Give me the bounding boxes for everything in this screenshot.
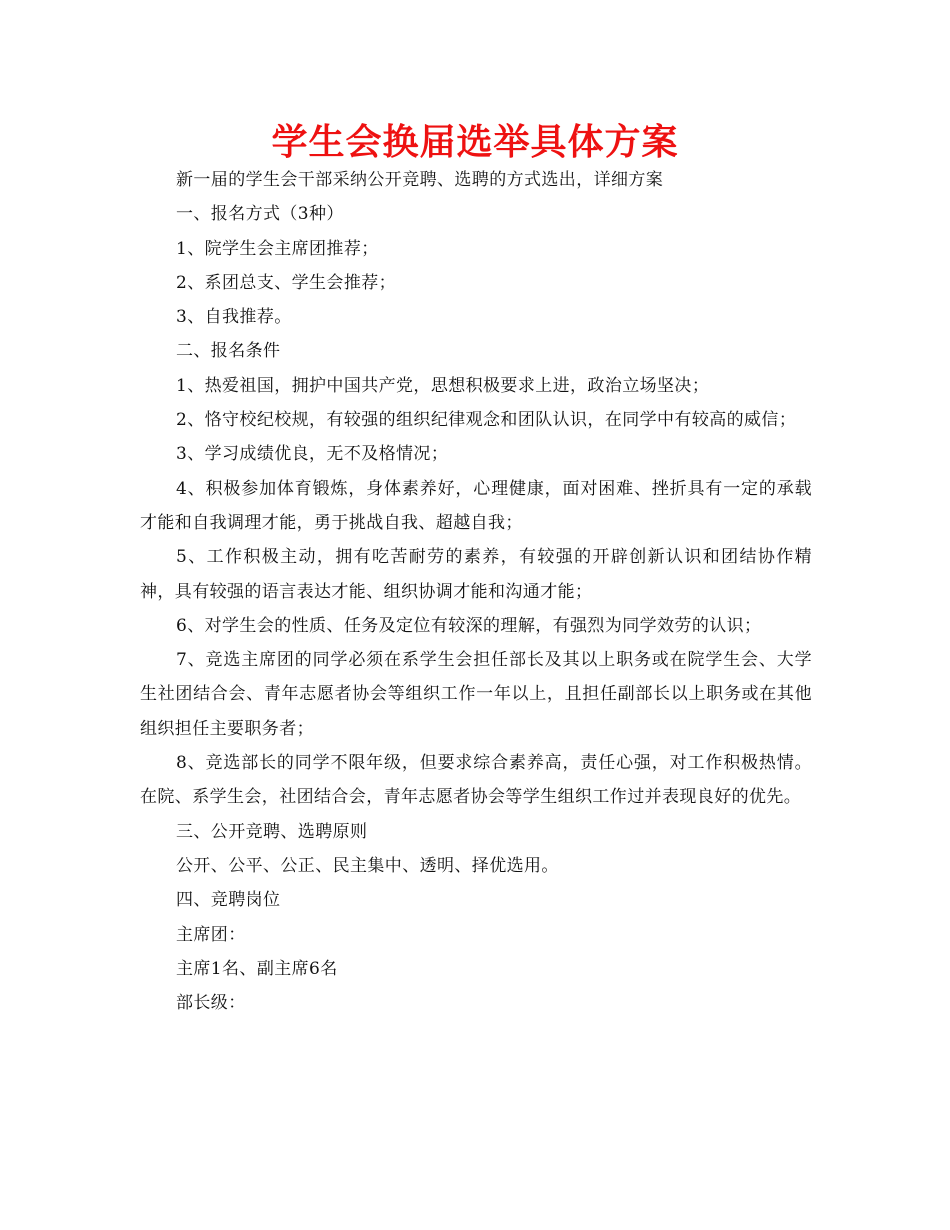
principles-text: 公开、公平、公正、民主集中、透明、择优选用。 — [176, 855, 559, 876]
list-item: 6、对学生会的性质、任务及定位有较深的理解，有强烈为同学效劳的认识； — [176, 615, 762, 636]
section-heading-positions: 四、竞聘岗位 — [176, 890, 281, 911]
list-item: 3、学习成绩优良，无不及格情况； — [176, 444, 449, 465]
section-heading-registration-method: 一、报名方式（3种） — [176, 204, 344, 225]
section-heading-principles: 三、公开竞聘、选聘原则 — [176, 821, 368, 842]
list-item: 2、系团总支、学生会推荐； — [176, 272, 397, 293]
intro-paragraph: 新一届的学生会干部采纳公开竞聘、选聘的方式选出，详细方案 — [176, 170, 664, 190]
positions-label-minister: 部长级： — [176, 993, 246, 1014]
positions-label-presidium: 主席团： — [176, 924, 246, 945]
list-item: 2、恪守校纪校规，有较强的组织纪律观念和团队认识，在同学中有较高的威信； — [176, 410, 797, 431]
list-item: 1、院学生会主席团推荐； — [176, 238, 379, 259]
section-heading-registration-conditions: 二、报名条件 — [176, 341, 281, 362]
list-item: 3、自我推荐。 — [176, 307, 292, 328]
list-item: 1、热爱祖国，拥护中国共产党，思想积极要求上进，政治立场坚决； — [176, 375, 710, 396]
positions-presidium-count: 主席1名、副主席6名 — [176, 958, 338, 979]
list-item: 4、积极参加体育锻炼，身体素养好，心理健康，面对困难、挫折具有一定的承载才能和自我调理才能，勇于挑战自我、超越自我； — [140, 478, 812, 533]
document-title: 学生会换届选举具体方案 — [271, 122, 679, 163]
list-item: 8、竞选部长的同学不限年级，但要求综合素养高，责任心强，对工作积极热情。在院、系学生会，社团结合会，青年志愿者协会等学生组织工作过并表现良好的优先。 — [140, 753, 812, 808]
document-body — [140, 163, 812, 1020]
list-item: 5、工作积极主动，拥有吃苦耐劳的素养，有较强的开辟创新认识和团结协作精神，具有较强的语言表达才能、组织协调才能和沟通才能； — [140, 547, 812, 602]
list-item: 7、竞选主席团的同学必须在系学生会担任部长及其以上职务或在院学生会、大学生社团结合会、青年志愿者协会等组织工作一年以上，且担任副部长以上职务或在其他组织担任主要职务者； — [140, 650, 812, 739]
